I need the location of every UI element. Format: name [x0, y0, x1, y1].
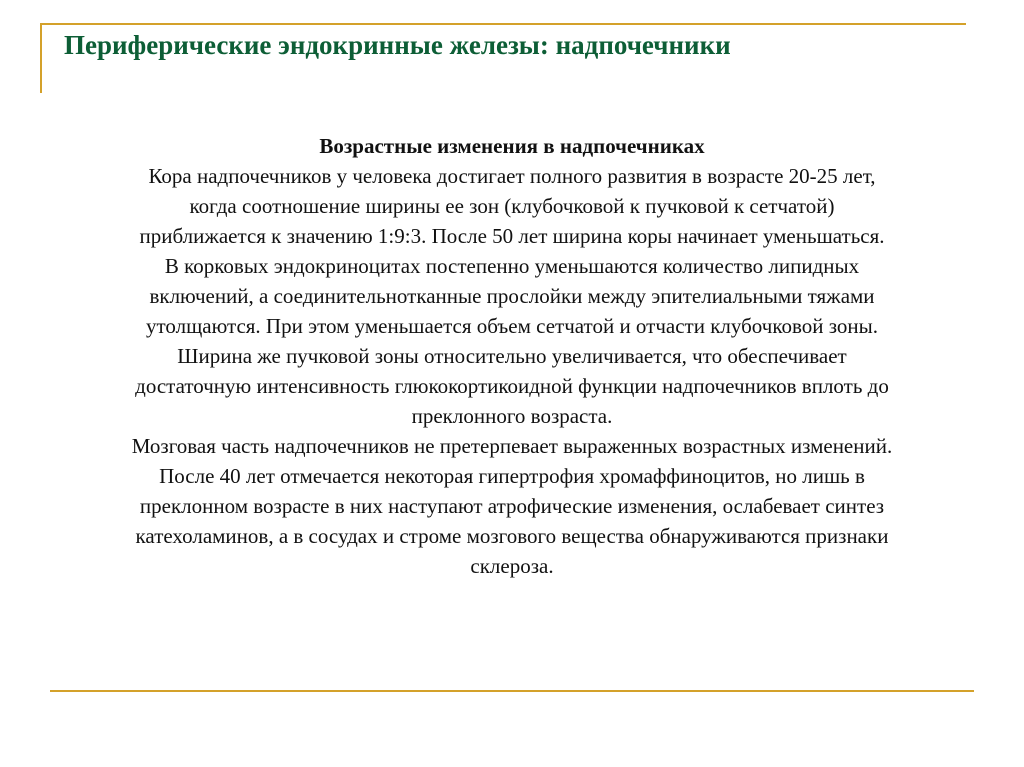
- text-line: когда соотношение ширины ее зон (клубочковой к пучковой к сетчатой): [189, 194, 835, 218]
- text-line: включений, а соединительнотканные прослойки между эпителиальными тяжами: [149, 284, 875, 308]
- bottom-divider: [50, 690, 974, 692]
- slide-body: [20, 131, 1004, 581]
- text-line: утолщаются. При этом уменьшается объем сетчатой и отчасти клубочковой зоны.: [146, 314, 878, 338]
- left-divider: [40, 23, 42, 93]
- text-line: Мозговая часть надпочечников не претерпевает выраженных возрастных изменений.: [131, 434, 893, 458]
- text-line: достаточную интенсивность глюкокортикоидной функции надпочечников вплоть до: [135, 374, 889, 398]
- text-line: Кора надпочечников у человека достигает полного развития в возрасте 20-25 лет,: [148, 164, 876, 188]
- text-line: После 40 лет отмечается некоторая гипертрофия хромаффиноцитов, но лишь в: [159, 464, 865, 488]
- section-heading: Возрастные изменения в надпочечниках: [319, 134, 705, 158]
- text-line: преклонного возраста.: [411, 404, 613, 428]
- text-line: В корковых эндокриноцитах постепенно уменьшаются количество липидных: [164, 254, 860, 278]
- slide-title: Периферические эндокринные железы: надпочечники: [64, 30, 731, 60]
- text-line: преклонном возрасте в них наступают атрофические изменения, ослабевает синтез: [139, 494, 885, 518]
- top-divider: [40, 23, 966, 25]
- text-line: приближается к значению 1:9:3. После 50 лет ширина коры начинает уменьшаться.: [139, 224, 885, 248]
- text-line: склероза.: [470, 554, 554, 578]
- text-line: катехоламинов, а в сосудах и строме мозгового вещества обнаруживаются признаки: [135, 524, 889, 548]
- text-line: Ширина же пучковой зоны относительно увеличивается, что обеспечивает: [177, 344, 847, 368]
